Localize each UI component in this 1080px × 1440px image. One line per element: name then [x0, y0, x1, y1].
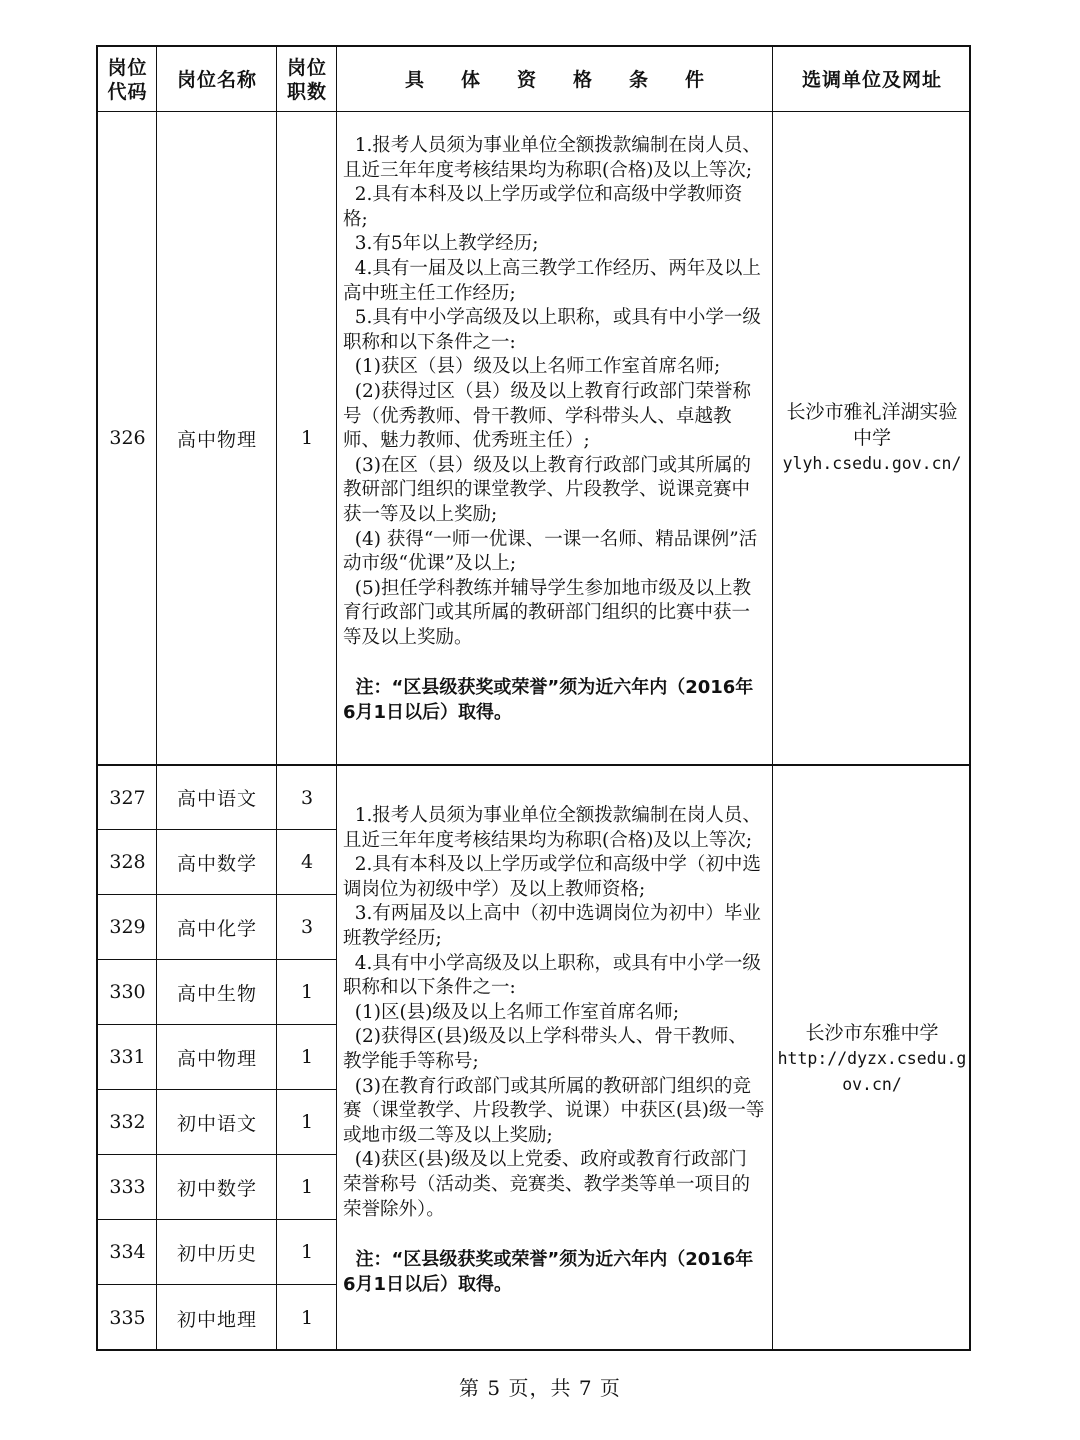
condition-item: 4.具有一届及以上高三教学工作经历、两年及以上高中班主任工作经历; — [343, 257, 761, 304]
row-count — [277, 895, 337, 959]
header-name — [157, 47, 277, 112]
row-code-text: 330 — [109, 981, 146, 1003]
condition-item: 3.有两届及以上高中（初中选调岗位为初中）毕业班教学经历; — [343, 903, 761, 949]
row-name — [157, 1155, 277, 1219]
conditions-block — [337, 134, 773, 726]
condition-item: 3.有5年以上教学经历; — [343, 233, 539, 255]
condition-item: (3)在区（县）级及以上教育行政部门或其所属的教研部门组织的课堂教学、片段教学、说课竞赛中获一等及以上奖励; — [343, 454, 751, 525]
row-name-text: 初中语文 — [176, 1112, 257, 1135]
header-unit — [773, 47, 971, 112]
unit-name: 长沙市东雅中学 — [805, 1021, 939, 1044]
header-conditions-char: 具 — [404, 68, 425, 91]
row-code — [98, 112, 157, 764]
row-count-text: 1 — [300, 981, 314, 1003]
condition-item: 5.具有中小学高级及以上职称，或具有中小学一级职称和以下条件之一: — [343, 307, 761, 353]
row-count-text: 1 — [300, 1046, 314, 1068]
condition-item: (2)获得区(县)级及以上学科带头人、骨干教师、教学能手等称号; — [343, 1026, 747, 1072]
header-code — [98, 47, 157, 112]
unit-name: 长沙市雅礼洋湖实验中学 — [786, 401, 958, 449]
condition-item: 2.具有本科及以上学历或学位和高级中学教师资格; — [343, 184, 743, 230]
row-count-text: 1 — [300, 1307, 314, 1329]
row-count-text: 1 — [300, 1111, 314, 1133]
row-name — [157, 895, 277, 959]
row-name — [157, 830, 277, 894]
row-name-text: 初中数学 — [176, 1177, 257, 1200]
row-count — [277, 1090, 337, 1154]
unit-url[interactable]: ylyh.csedu.gov.cn/ — [782, 454, 962, 473]
unit-url[interactable]: http://dyzx.csedu.gov.cn/ — [777, 1048, 967, 1094]
row-code-text: 328 — [109, 851, 146, 873]
row-code — [98, 960, 157, 1024]
row-name-text: 高中数学 — [176, 852, 257, 875]
row-code-text: 334 — [109, 1241, 146, 1263]
row-count-text: 4 — [300, 851, 314, 873]
row-count — [277, 1285, 337, 1351]
header-unit-text: 选调单位及网址 — [801, 68, 942, 91]
row-code — [98, 766, 157, 829]
row-code — [98, 1220, 157, 1284]
header-count — [277, 47, 337, 112]
row-code-text: 331 — [109, 1046, 146, 1068]
row-count — [277, 1155, 337, 1219]
row-code-text: 326 — [109, 427, 146, 449]
condition-item: 2.具有本科及以上学历或学位和高级中学（初中选调岗位为初级中学）及以上教师资格; — [343, 854, 761, 900]
row-code-text: 333 — [109, 1176, 146, 1198]
unit-cell — [773, 112, 971, 764]
condition-item: 1.报考人员须为事业单位全额拨款编制在岗人员、且近三年年度考核结果均为称职(合格)及以上等次; — [343, 135, 761, 181]
row-count-text: 3 — [300, 916, 314, 938]
row-name — [157, 1025, 277, 1089]
row-name-text: 高中生物 — [176, 982, 257, 1005]
qualification-table — [96, 45, 971, 1351]
condition-item: (4)获区(县)级及以上党委、政府或教育行政部门荣誉称号（活动类、竞赛类、教学类等单一项目的荣誉除外）。 — [343, 1149, 751, 1220]
header-conditions-char: 条 — [629, 68, 650, 91]
row-name-text: 高中化学 — [176, 917, 257, 940]
condition-note: 注：“区县级获奖或荣誉”须为近六年内（2016年6月1日以后）取得。 — [343, 677, 754, 724]
row-name — [157, 112, 277, 764]
row-count — [277, 830, 337, 894]
row-count-text: 1 — [300, 1241, 314, 1263]
conditions-block — [337, 804, 773, 1297]
condition-item: (5)担任学科教练并辅导学生参加地市级及以上教育行政部门或其所属的教研部门组织的比赛中获一等及以上奖励。 — [343, 577, 751, 648]
row-code-text: 335 — [109, 1307, 146, 1329]
row-code — [98, 895, 157, 959]
unit-cell — [773, 766, 971, 1351]
header-name-text: 岗位名称 — [176, 68, 257, 91]
header-conditions-char: 资 — [516, 68, 537, 91]
row-count-text: 1 — [300, 427, 314, 449]
row-count-text: 3 — [300, 786, 314, 809]
row-name — [157, 1285, 277, 1351]
condition-item: (1)区(县)级及以上名师工作室首席名师; — [343, 1001, 680, 1023]
row-code — [98, 1155, 157, 1219]
row-count — [277, 960, 337, 1024]
header-conditions-char: 格 — [573, 68, 594, 91]
row-code-text: 332 — [109, 1111, 146, 1133]
header-count-text: 岗位职数 — [286, 56, 327, 103]
row-count-text: 1 — [300, 1176, 314, 1198]
condition-item: 1.报考人员须为事业单位全额拨款编制在岗人员、且近三年年度考核结果均为称职(合格)及以上等次; — [343, 805, 761, 851]
row-code-text: 329 — [109, 916, 146, 938]
row-code — [98, 1025, 157, 1089]
condition-item: (3)在教育行政部门或其所属的教研部门组织的竞赛（课堂教学、片段教学、说课）中获区(县)级一等或地市级二等及以上奖励; — [343, 1075, 765, 1146]
condition-item: (2)获得过区（县）级及以上教育行政部门荣誉称号（优秀教师、骨干教师、学科带头人、卓越教师、魅力教师、优秀班主任）; — [343, 380, 751, 452]
row-code — [98, 1285, 157, 1351]
condition-item: 4.具有中小学高级及以上职称，或具有中小学一级职称和以下条件之一: — [343, 952, 761, 999]
page-footer: 第 5 页，共 7 页 — [459, 1376, 621, 1400]
row-name — [157, 960, 277, 1024]
row-code-text: 327 — [109, 786, 146, 809]
row-code — [98, 1090, 157, 1154]
row-name-text: 高中语文 — [176, 788, 257, 810]
row-count — [277, 1025, 337, 1089]
header-code-text: 岗位代码 — [107, 56, 148, 103]
row-name-text: 高中物理 — [176, 1047, 257, 1070]
row-name-text: 高中物理 — [176, 428, 257, 451]
row-name — [157, 766, 277, 829]
condition-item: (1)获区（县）级及以上名师工作室首席名师; — [343, 356, 721, 378]
row-code — [98, 830, 157, 894]
row-name — [157, 1220, 277, 1284]
header-conditions-char: 件 — [685, 68, 706, 91]
condition-note: 注：“区县级获奖或荣誉”须为近六年内（2016年6月1日以后）取得。 — [343, 1249, 754, 1295]
row-count — [277, 766, 337, 829]
row-count — [277, 1220, 337, 1284]
header-conditions-char: 体 — [460, 68, 481, 91]
row-name — [157, 1090, 277, 1154]
header-conditions — [337, 47, 773, 112]
condition-item: (4) 获得“一师一优课、一课一名师、精品课例”活动市级“优课”及以上; — [343, 528, 758, 575]
row-count — [277, 112, 337, 764]
row-name-text: 初中地理 — [176, 1308, 257, 1331]
row-name-text: 初中历史 — [176, 1242, 257, 1265]
